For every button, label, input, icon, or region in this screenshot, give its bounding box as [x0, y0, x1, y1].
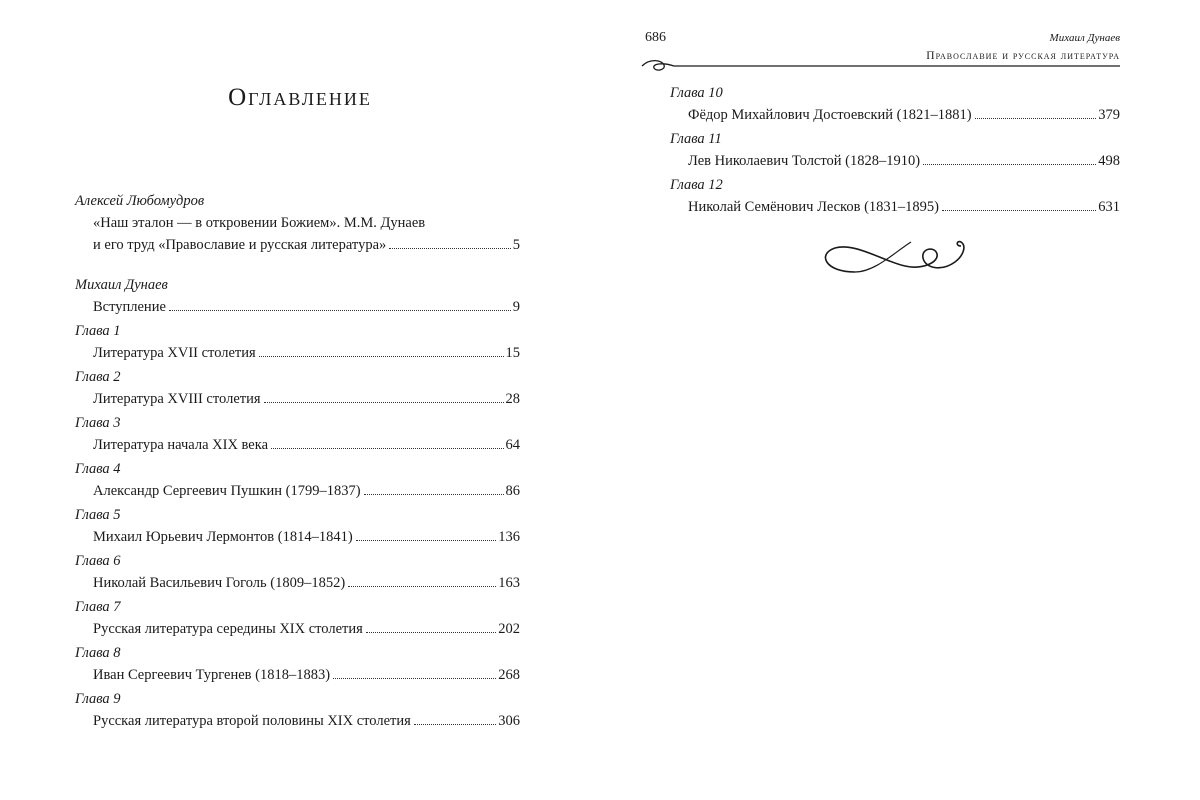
flourish-ornament [815, 232, 975, 282]
chapter-label: Глава 6 [75, 553, 121, 569]
entry-title: и его труд «Православие и русская литература» [93, 237, 387, 253]
entry-title-line: «Наш эталон — в откровении Божием». М.М. Дунаев [93, 215, 426, 231]
chapter-title: Лев Николаевич Толстой (1828–1910) [688, 153, 921, 169]
entry-title-line [93, 710, 520, 732]
entry-title-line [93, 234, 520, 256]
entry-page-number: 5 [512, 237, 520, 253]
toc-entry-chapter-6 [75, 550, 520, 594]
toc-title: Оглавление [228, 84, 372, 111]
chapter-title: Литература XVII столетия [93, 345, 256, 361]
toc-entry-chapter-12 [670, 174, 1120, 218]
chapter-label: Глава 9 [75, 691, 121, 707]
dot-leader [923, 164, 1096, 165]
entry-title-line [93, 664, 520, 686]
chapter-page-number: 64 [505, 437, 520, 453]
chapter-title: Литература начала XIX века [93, 437, 269, 453]
entry-title-line [93, 526, 520, 548]
dot-leader [364, 494, 504, 495]
entry-author: Михаил Дунаев [75, 277, 168, 293]
chapter-title: Литература XVIII столетия [93, 391, 261, 407]
chapter-label: Глава 2 [75, 369, 121, 385]
chapter-page-number: 379 [1098, 107, 1120, 123]
entry-title-line [93, 618, 520, 640]
entry-title-line [93, 480, 520, 502]
entry-title-line [93, 342, 520, 364]
entry-title-line [688, 150, 1120, 172]
toc-entry-chapter-3 [75, 412, 520, 456]
chapter-page-number: 163 [498, 575, 520, 591]
toc-entry-chapter-5 [75, 504, 520, 548]
chapter-title: Русская литература второй половины XIX столетия [93, 713, 411, 729]
entry-page-number: 9 [512, 299, 520, 315]
entry-title-line [93, 434, 520, 456]
chapter-page-number: 498 [1098, 153, 1120, 169]
entry-author: Алексей Любомудров [75, 193, 205, 209]
entry-title-line [93, 388, 520, 410]
dot-leader [366, 632, 496, 633]
dot-leader [975, 118, 1097, 119]
chapter-page-number: 28 [505, 391, 520, 407]
dot-leader [356, 540, 497, 541]
chapter-title: Александр Сергеевич Пушкин (1799–1837) [93, 483, 361, 499]
chapter-label: Глава 7 [75, 599, 121, 615]
chapter-title: Николай Васильевич Гоголь (1809–1852) [93, 575, 346, 591]
toc-entry-chapter-8 [75, 642, 520, 686]
dot-leader [389, 248, 510, 249]
chapter-title: Иван Сергеевич Тургенев (1818–1883) [93, 667, 331, 683]
entry-title: Вступление [93, 299, 166, 315]
dot-leader [348, 586, 496, 587]
toc-entry-intro-article [75, 190, 520, 256]
chapter-title: Фёдор Михайлович Достоевский (1821–1881) [688, 107, 972, 123]
toc-entry-chapter-9 [75, 688, 520, 732]
chapter-page-number: 86 [505, 483, 520, 499]
dot-leader [259, 356, 504, 357]
chapter-page-number: 306 [498, 713, 520, 729]
dot-leader [333, 678, 496, 679]
chapter-page-number: 202 [498, 621, 520, 637]
chapter-title: Михаил Юрьевич Лермонтов (1814–1841) [93, 529, 353, 545]
header-flourish-rule [640, 54, 1122, 80]
chapter-page-number: 631 [1098, 199, 1120, 215]
dot-leader [169, 310, 511, 311]
chapter-page-number: 268 [498, 667, 520, 683]
chapter-label: Глава 12 [670, 177, 723, 193]
chapter-title: Русская литература середины XIX столетия [93, 621, 363, 637]
chapter-label: Глава 8 [75, 645, 121, 661]
toc-entry-introduction [75, 274, 520, 318]
chapter-label: Глава 4 [75, 461, 121, 477]
chapter-label: Глава 10 [670, 85, 723, 101]
entry-title-line [93, 296, 520, 318]
chapter-title: Николай Семёнович Лесков (1831–1895) [688, 199, 939, 215]
toc-entry-chapter-1 [75, 320, 520, 364]
entry-title-line [688, 196, 1120, 218]
toc-entry-chapter-2 [75, 366, 520, 410]
chapter-label: Глава 11 [670, 131, 722, 147]
toc-entry-chapter-7 [75, 596, 520, 640]
toc-entry-chapter-11 [670, 128, 1120, 172]
entry-title-line [688, 104, 1120, 126]
entry-title-line [93, 572, 520, 594]
chapter-label: Глава 1 [75, 323, 121, 339]
toc-entry-chapter-10 [670, 82, 1120, 126]
dot-leader [271, 448, 503, 449]
dot-leader [414, 724, 496, 725]
running-head-author: Михаил Дунаев [1049, 32, 1120, 44]
chapter-label: Глава 3 [75, 415, 121, 431]
chapter-label: Глава 5 [75, 507, 121, 523]
dot-leader [264, 402, 504, 403]
dot-leader [942, 210, 1096, 211]
page-number: 686 [645, 30, 666, 45]
chapter-page-number: 15 [505, 345, 520, 361]
chapter-page-number: 136 [498, 529, 520, 545]
toc-entry-chapter-4 [75, 458, 520, 502]
running-head-book-title: Православие и русская литература [926, 50, 1120, 62]
